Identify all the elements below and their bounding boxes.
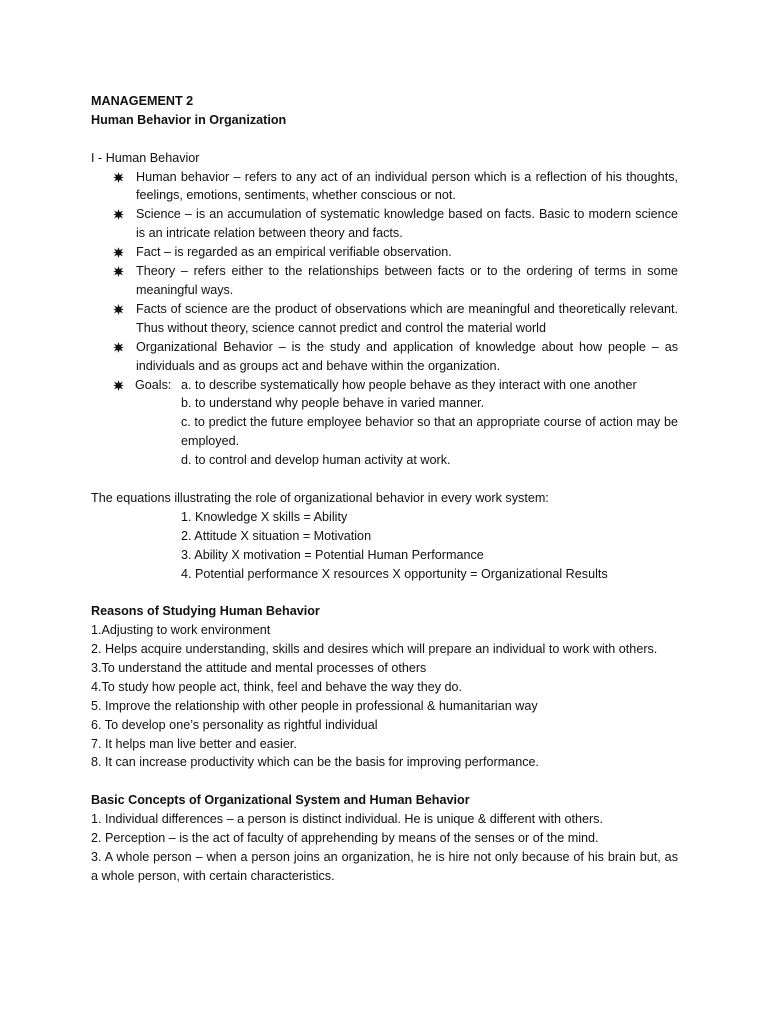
starburst-bullet-icon [113, 247, 124, 258]
concept-item: 1. Individual differences – a person is distinct individual. He is unique & different with others. [91, 812, 603, 827]
starburst-bullet-icon [113, 304, 124, 315]
reason-item: 1.Adjusting to work environment [91, 623, 271, 638]
list-item [91, 205, 678, 243]
spacer [91, 130, 678, 149]
goals-label: Goals: [135, 377, 172, 392]
equation-item: 4. Potential performance X resources X opportunity = Organizational Results [181, 566, 608, 581]
equation-item: 2. Attitude X situation = Motivation [181, 528, 372, 543]
document-page [91, 92, 678, 886]
list-item [91, 262, 678, 300]
equation-item: 3. Ability X motivation = Potential Human Performance [181, 547, 484, 562]
spacer [91, 583, 678, 602]
reason-item: 8. It can increase productivity which can be the basis for improving performance. [91, 755, 539, 770]
goal-text: b. to understand why people behave in varied manner. [181, 396, 485, 411]
spacer [91, 470, 678, 489]
section-heading-human-behavior: I - Human Behavior [91, 150, 200, 165]
bullet-text: Fact – is regarded as an empirical verifiable observation. [136, 245, 452, 260]
goal-text: a. to describe systematically how people behave as they interact with one another [181, 377, 637, 392]
goal-item [136, 451, 678, 470]
goal-item [136, 376, 678, 395]
goal-item [136, 394, 678, 413]
reason-item: 5. Improve the relationship with other people in professional & humanitarian way [91, 698, 538, 713]
bullet-text: Science – is an accumulation of systematic knowledge based on facts. Basic to modern science is an intricate relation between theory and facts. [136, 207, 678, 241]
document-subtitle: Human Behavior in Organization [91, 112, 287, 127]
goals-block [91, 376, 678, 471]
section-heading-reasons: Reasons of Studying Human Behavior [91, 604, 320, 619]
reason-item: 3.To understand the attitude and mental processes of others [91, 661, 427, 676]
course-title: MANAGEMENT 2 [91, 94, 194, 108]
starburst-bullet-icon [113, 342, 124, 353]
goal-item [136, 413, 678, 451]
starburst-bullet-icon [113, 209, 124, 220]
equations-intro: The equations illustrating the role of organizational behavior in every work system: [91, 490, 549, 505]
starburst-bullet-icon [113, 172, 124, 183]
goal-text: c. to predict the future employee behavior so that an appropriate course of action may be employed. [181, 415, 678, 449]
starburst-bullet-icon [113, 380, 124, 391]
equation-item: 1. Knowledge X skills = Ability [181, 509, 348, 524]
list-item [91, 338, 678, 376]
list-item [91, 300, 678, 338]
list-item [91, 243, 678, 262]
bullet-text: Facts of science are the product of observations which are meaningful and theoretically relevant. Thus without theory, science cannot predict and control the material world [136, 301, 678, 335]
reason-item: 4.To study how people act, think, feel and behave the way they do. [91, 679, 463, 694]
bullet-text: Human behavior – refers to any act of an individual person which is a reflection of his thoughts, feelings, emotions, sentiments, whether conscious or not. [136, 169, 678, 203]
starburst-bullet-icon [113, 266, 124, 277]
reason-item: 6. To develop one’s personality as rightful individual [91, 717, 378, 732]
bullet-text: Theory – refers either to the relationships between facts or to the ordering of terms in some meaningful ways. [136, 264, 678, 297]
list-item [91, 168, 678, 206]
bullet-text: Organizational Behavior – is the study and application of knowledge about how people – as individuals and as groups act and behave within the organization. [136, 339, 678, 373]
reason-item: 7. It helps man live better and easier. [91, 736, 297, 751]
section-heading-concepts: Basic Concepts of Organizational System and Human Behavior [91, 793, 470, 808]
reason-item: 2. Helps acquire understanding, skills and desires which will prepare an individual to work with others. [91, 642, 658, 657]
goal-text: d. to control and develop human activity at work. [181, 453, 451, 468]
definition-list [91, 168, 678, 471]
concept-item: 2. Perception – is the act of faculty of apprehending by means of the senses or of the mind. [91, 831, 599, 846]
spacer [91, 772, 678, 791]
concept-item: 3. A whole person – when a person joins an organization, he is hire not only because of his brain but, as a whole person, with certain characteristics. [91, 849, 678, 883]
